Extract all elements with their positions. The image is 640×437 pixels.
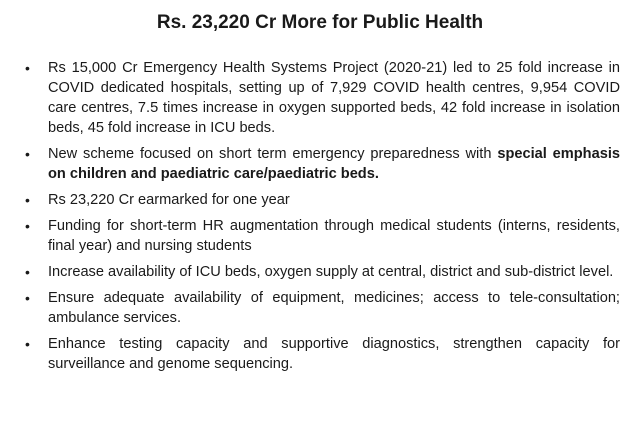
slide-title: Rs. 23,220 Cr More for Public Health	[156, 12, 484, 33]
bullet-dot-icon: •	[25, 290, 30, 306]
bullet-dot-icon: •	[25, 218, 30, 234]
bullet-dot-icon: •	[25, 336, 30, 352]
bullet-text: Increase availability of ICU beds, oxygen supply at central, district and sub-district level.	[48, 264, 614, 280]
bullet-text: Funding for short-term HR augmentation through medical students (interns, residents, final year) and nursing students	[48, 218, 620, 254]
bullet-text: New scheme focused on short term emergency preparedness with	[48, 146, 498, 162]
bullet-dot-icon: •	[25, 146, 30, 162]
bullet-list	[22, 58, 620, 380]
bullet-text: Rs 23,220 Cr earmarked for one year	[48, 192, 290, 208]
bullet-item-equipment	[22, 288, 620, 328]
bullet-item-testing	[22, 334, 620, 374]
bullet-item-new-scheme	[22, 144, 620, 184]
bullet-dot-icon: •	[25, 264, 30, 280]
bullet-item-ehsp	[22, 58, 620, 138]
bullet-dot-icon: •	[25, 192, 30, 208]
bullet-emphasis-text: special emphasis on children and paediatric care/paediatric beds.	[48, 146, 620, 182]
bullet-dot-icon: •	[25, 60, 30, 76]
bullet-item-icu-oxygen	[22, 262, 620, 282]
bullet-text: Enhance testing capacity and supportive diagnostics, strengthen capacity for surveillance and genome sequencing.	[48, 336, 620, 372]
bullet-text: Rs 15,000 Cr Emergency Health Systems Project (2020-21) led to 25 fold increase in COVID dedicated hospitals, setting up of 7,929 COVID health centres, 9,954 COVID care centres, 7.5 times increase in oxygen supported beds, 42 fold increase in isolation beds, 45 fold increase in ICU beds.	[48, 60, 620, 136]
bullet-text: Ensure adequate availability of equipment, medicines; access to tele-consultation; ambulance services.	[48, 290, 620, 326]
bullet-item-earmarked	[22, 190, 620, 210]
bullet-item-hr-funding	[22, 216, 620, 256]
